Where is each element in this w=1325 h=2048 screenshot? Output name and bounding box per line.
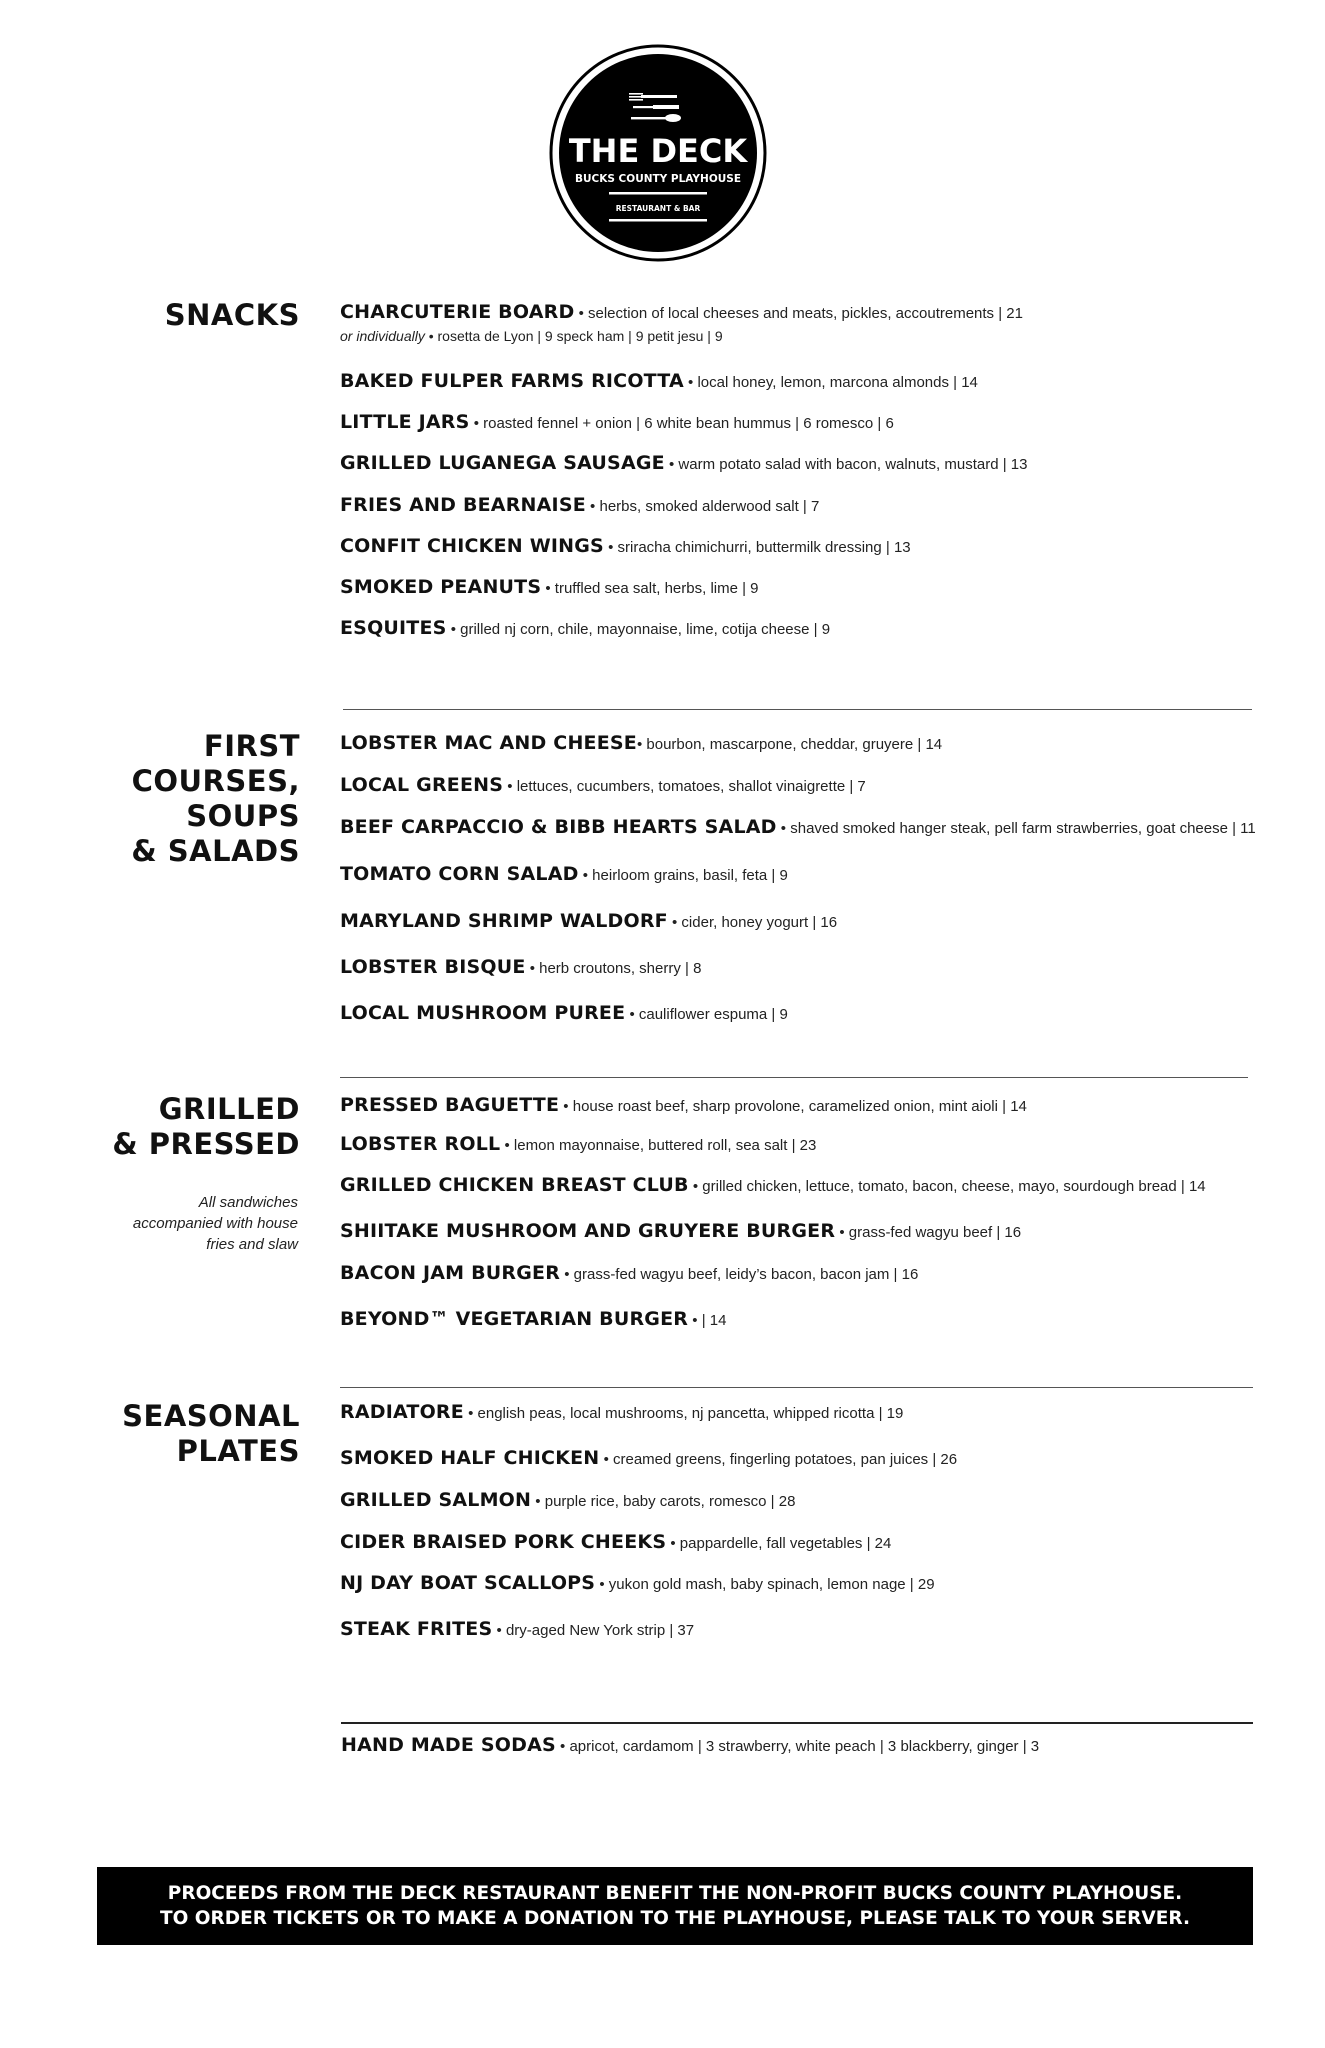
section-title-grilled: GRILLED & PRESSED [112, 1092, 300, 1161]
menu-item [340, 909, 837, 935]
item-desc: • truffled sea salt, herbs, lime | 9 [541, 580, 759, 597]
item-desc: • selection of local cheeses and meats, pickles, accoutrements | 21 [574, 305, 1023, 322]
item-name: LITTLE JARS [340, 411, 470, 433]
menu-item [340, 1307, 726, 1333]
item-name: GRILLED CHICKEN BREAST CLUB [340, 1174, 689, 1196]
menu-item [340, 731, 942, 757]
item-name: STEAK FRITES [340, 1618, 493, 1640]
menu-item [340, 1488, 795, 1514]
logo-tagline: RESTAURANT & BAR [615, 204, 701, 213]
item-name: SHIITAKE MUSHROOM AND GRUYERE BURGER [340, 1220, 836, 1242]
item-name: RADIATORE [340, 1401, 464, 1423]
menu-item [340, 1001, 788, 1027]
item-name: BEYOND™ VEGETARIAN BURGER [340, 1308, 689, 1330]
menu-item [340, 1173, 1206, 1199]
item-desc: • pappardelle, fall vegetables | 24 [666, 1535, 892, 1552]
menu-item [340, 955, 701, 981]
menu-item [340, 493, 819, 519]
item-desc: • shaved smoked hanger steak, pell farm strawberries, goat cheese | 11 [776, 820, 1256, 837]
menu-item [340, 575, 759, 601]
item-name: LOCAL MUSHROOM PUREE [340, 1002, 626, 1024]
section-title-seasonal: SEASONAL PLATES [122, 1399, 300, 1468]
item-name: FRIES AND BEARNAISE [340, 494, 586, 516]
menu-item [340, 1617, 694, 1643]
item-name: LOBSTER BISQUE [340, 956, 526, 978]
item-name: SMOKED PEANUTS [340, 576, 542, 598]
item-desc: • house roast beef, sharp provolone, caramelized onion, mint aioli | 14 [559, 1098, 1027, 1115]
item-name: HAND MADE SODAS [341, 1734, 556, 1756]
menu-item [340, 1400, 903, 1426]
footer-line-1: PROCEEDS FROM THE DECK RESTAURANT BENEFIT THE NON-PROFIT BUCKS COUNTY PLAYHOUSE. [167, 1883, 1183, 1904]
item-name: LOCAL GREENS [340, 774, 504, 796]
item-desc: • cider, honey yogurt | 16 [667, 914, 838, 931]
item-name: PRESSED BAGUETTE [340, 1094, 560, 1116]
section-divider [341, 1722, 1253, 1724]
logo-name: THE DECK [568, 132, 748, 170]
item-desc: • yukon gold mash, baby spinach, lemon nage | 29 [595, 1576, 935, 1593]
menu-item [340, 1571, 935, 1597]
item-desc: • herbs, smoked alderwood salt | 7 [585, 498, 820, 515]
section-title-first-courses: FIRST COURSES, SOUPS & SALADS [131, 729, 300, 868]
section-divider [343, 709, 1252, 710]
item-desc: • creamed greens, fingerling potatoes, pan juices | 26 [599, 1451, 958, 1468]
menu-item [340, 1219, 1021, 1245]
item-desc: • grass-fed wagyu beef, leidy’s bacon, bacon jam | 16 [560, 1266, 919, 1283]
menu-item [340, 773, 866, 799]
menu-item [340, 534, 911, 560]
item-desc: • | 14 [688, 1312, 727, 1329]
menu-item [340, 410, 894, 436]
item-desc: • grilled chicken, lettuce, tomato, bacon, cheese, mayo, sourdough bread | 14 [688, 1178, 1206, 1195]
item-desc: • local honey, lemon, marcona almonds | 14 [683, 374, 978, 391]
item-desc: • bourbon, mascarpone, cheddar, gruyere | 14 [636, 736, 943, 753]
fork-knife-spoon-icon [629, 93, 681, 122]
menu-item [340, 369, 978, 395]
item-desc: • english peas, local mushrooms, nj pancetta, whipped ricotta | 19 [463, 1405, 904, 1422]
item-name: GRILLED LUGANEGA SAUSAGE [340, 452, 665, 474]
item-name: SMOKED HALF CHICKEN [340, 1447, 600, 1469]
item-desc: • sriracha chimichurri, buttermilk dressing | 13 [603, 539, 911, 556]
footer-line-2: TO ORDER TICKETS OR TO MAKE A DONATION TO THE PLAYHOUSE, PLEASE TALK TO YOUR SERVER. [159, 1908, 1190, 1929]
item-name: MARYLAND SHRIMP WALDORF [340, 910, 668, 932]
logo-subtitle: BUCKS COUNTY PLAYHOUSE [574, 173, 742, 185]
menu-item [340, 1530, 891, 1556]
item-name: CONFIT CHICKEN WINGS [340, 535, 604, 557]
item-desc: • heirloom grains, basil, feta | 9 [578, 867, 788, 884]
footer-banner [97, 1867, 1253, 1945]
item-name: LOBSTER ROLL [340, 1133, 501, 1155]
individual-label: or individually [340, 328, 425, 344]
item-desc: • cauliflower espuma | 9 [625, 1006, 788, 1023]
item-desc: • warm potato salad with bacon, walnuts, mustard | 13 [664, 456, 1028, 473]
item-desc: • dry-aged New York strip | 37 [492, 1622, 695, 1639]
item-desc: • apricot, cardamom | 3 strawberry, white peach | 3 blackberry, ginger | 3 [555, 1738, 1040, 1755]
charcuterie-individual [340, 326, 723, 346]
item-desc: • herb croutons, sherry | 8 [525, 960, 702, 977]
item-name: BEEF CARPACCIO & BIBB HEARTS SALAD [340, 816, 777, 838]
menu-item [340, 815, 1256, 841]
menu-item [340, 862, 788, 888]
item-name: GRILLED SALMON [340, 1489, 532, 1511]
individual-items: • rosetta de Lyon | 9 speck ham | 9 petit jesu | 9 [428, 328, 723, 344]
item-desc: • lettuces, cucumbers, tomatoes, shallot vinaigrette | 7 [503, 778, 866, 795]
item-desc: • grass-fed wagyu beef | 16 [835, 1224, 1022, 1241]
item-desc: • grilled nj corn, chile, mayonnaise, lime, cotija cheese | 9 [446, 621, 831, 638]
item-name: CIDER BRAISED PORK CHEEKS [340, 1531, 667, 1553]
menu-item [340, 1132, 816, 1158]
menu-item [340, 1093, 1027, 1119]
item-name: NJ DAY BOAT SCALLOPS [340, 1572, 596, 1594]
menu-item [340, 451, 1028, 477]
menu-item [340, 1446, 957, 1472]
item-desc: • roasted fennel + onion | 6 white bean hummus | 6 romesco | 6 [469, 415, 894, 432]
item-name: TOMATO CORN SALAD [340, 863, 579, 885]
item-name: BAKED FULPER FARMS RICOTTA [340, 370, 684, 392]
item-name: BACON JAM BURGER [340, 1262, 561, 1284]
item-desc: • lemon mayonnaise, buttered roll, sea salt | 23 [500, 1137, 817, 1154]
item-desc: • purple rice, baby carots, romesco | 28 [531, 1493, 796, 1510]
section-title-snacks: SNACKS [164, 298, 300, 332]
menu-item-sodas [341, 1733, 1039, 1759]
section-divider [340, 1077, 1248, 1078]
item-name: CHARCUTERIE BOARD [340, 301, 575, 323]
item-name: LOBSTER MAC AND CHEESE [340, 732, 637, 754]
menu-item [340, 1261, 918, 1287]
section-note-sandwiches: All sandwiches accompanied with house fries and slaw [132, 1194, 298, 1253]
item-name: ESQUITES [340, 617, 447, 639]
menu-item [340, 300, 1023, 326]
section-divider [340, 1387, 1253, 1388]
logo [549, 44, 767, 262]
menu-item [340, 616, 830, 642]
